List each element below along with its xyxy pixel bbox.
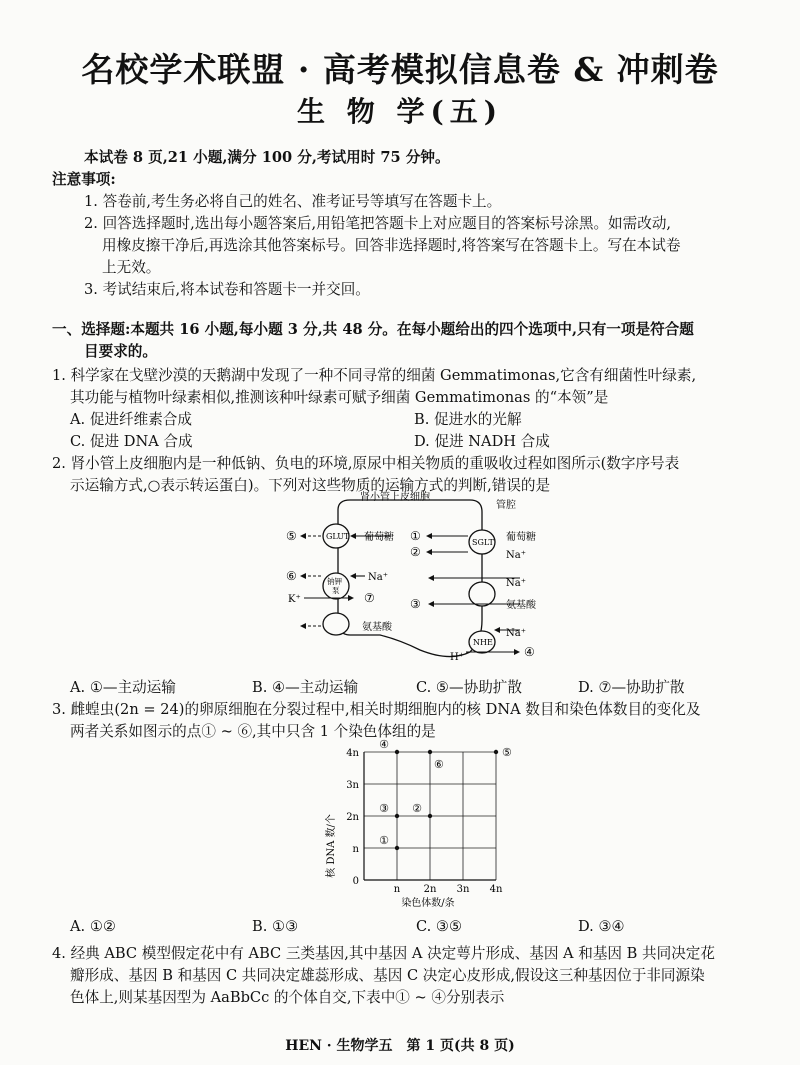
data-point-label: ⑥ xyxy=(434,758,444,771)
y-tick-label: n xyxy=(352,844,359,855)
na-label: Na⁺ xyxy=(368,572,388,583)
amino-acid-transporter-left xyxy=(323,613,349,635)
na-label: Na⁺ xyxy=(506,578,526,589)
label-5: ⑤ xyxy=(286,529,297,543)
y-tick-label: 2n xyxy=(346,812,359,823)
exam-intro: 本试卷 8 页,21 小题,满分 100 分,考试用时 75 分钟。 xyxy=(84,149,450,166)
label-2: ② xyxy=(410,545,421,559)
q1-option-d: D. 促进 NADH 合成 xyxy=(414,433,550,450)
k-label: K⁺ xyxy=(288,594,301,605)
data-point xyxy=(428,814,432,818)
sglt-label: SGLT xyxy=(472,538,494,547)
h-label: H⁺ xyxy=(450,652,464,663)
label-4: ④ xyxy=(524,645,535,659)
na-label: Na⁺ xyxy=(506,550,526,561)
data-point xyxy=(494,750,498,754)
glucose-label: 葡萄糖 xyxy=(506,532,536,543)
note-line: 1. 答卷前,考生务必将自己的姓名、准考证号等填写在答题卡上。 xyxy=(84,193,502,210)
question-2-text: 示运输方式,○表示转运蛋白)。下列对这些物质的运输方式的判断,错误的是 xyxy=(70,477,551,494)
q3-option-c: C. ③⑤ xyxy=(416,918,463,935)
amino-label: 氨基酸 xyxy=(506,600,536,611)
kidney-transport-diagram xyxy=(270,490,560,670)
note-line: 用橡皮擦干净后,再选涂其他答案标号。回答非选择题时,将答案写在答题卡上。写在本试卷 xyxy=(102,237,681,254)
q1-option-c: C. 促进 DNA 合成 xyxy=(70,433,193,450)
label-1: ① xyxy=(410,529,421,543)
data-point-label: ① xyxy=(379,834,389,847)
q3-option-a: A. ①② xyxy=(70,918,116,935)
note-line: 3. 考试结束后,将本试卷和答题卡一并交回。 xyxy=(84,281,370,298)
question-2-text: 2. 肾小管上皮细胞内是一种低钠、负电的环境,原尿中相关物质的重吸收过程如图所示(数字序号表 xyxy=(52,455,680,472)
label-7: ⑦ xyxy=(364,591,375,605)
q1-option-a: A. 促进纤维素合成 xyxy=(70,411,192,428)
x-tick-label: 3n xyxy=(456,884,470,895)
page-subtitle: 生 物 学(五) xyxy=(297,95,503,128)
chart-x-axis-label: 染色体数/条 xyxy=(401,898,455,909)
data-point-label: ④ xyxy=(379,738,389,751)
question-1-text: 1. 科学家在戈壁沙漠的天鹅湖中发现了一种不同寻常的细菌 Gemmatimonas,它含有细菌性叶绿素, xyxy=(52,367,697,384)
data-point xyxy=(395,750,399,754)
pump-label: 泵 xyxy=(332,586,340,595)
data-point-label: ③ xyxy=(379,802,389,815)
q2-option-c: C. ⑤—协助扩散 xyxy=(416,679,522,696)
question-3-text: 两者关系如图示的点① ~ ⑥,其中只含 1 个染色体组的是 xyxy=(70,723,436,740)
nhe-label: NHE xyxy=(473,638,493,647)
x-tick-label: n xyxy=(393,884,401,895)
note-line: 2. 回答选择题时,选出每小题答案后,用铅笔把答题卡上对应题目的答案标号涂黑。如需改动, xyxy=(84,215,672,232)
note-line: 上无效。 xyxy=(102,259,161,276)
label-6: ⑥ xyxy=(286,569,297,583)
section-heading: 一、选择题:本题共 16 小题,每小题 3 分,共 48 分。在每小题给出的四个选项中,只有一项是符合题 xyxy=(52,321,694,338)
x-tick-label: 4n xyxy=(489,884,503,895)
data-point xyxy=(395,814,399,818)
y-tick-label: 0 xyxy=(352,876,359,887)
cell-label: 肾小管上皮细胞 xyxy=(360,492,430,503)
q2-option-d: D. ⑦—协助扩散 xyxy=(578,679,685,696)
question-3-text: 3. 雌蝗虫(2n = 24)的卵原细胞在分裂过程中,相关时期细胞内的核 DNA 数目和染色体数目的变化及 xyxy=(52,701,701,718)
page-footer: HEN · 生物学五 第 1 页(共 8 页) xyxy=(285,1038,515,1054)
question-1-text: 其功能与植物叶绿素相似,推测该种叶绿素可赋予细菌 Gemmatimonas 的“本领”是 xyxy=(70,389,609,406)
section-heading: 目要求的。 xyxy=(84,343,157,360)
question-4-text: 4. 经典 ABC 模型假定花中有 ABC 三类基因,其中基因 A 决定萼片形成、基因 A 和基因 B 共同决定花 xyxy=(52,945,715,962)
data-point xyxy=(428,750,432,754)
data-point-label: ② xyxy=(412,802,422,815)
label-3: ③ xyxy=(410,597,421,611)
na-label: Na⁺ xyxy=(506,628,526,639)
pump-label: 钠钾 xyxy=(327,577,342,586)
y-tick-label: 4n xyxy=(346,748,359,759)
q3-option-d: D. ③④ xyxy=(578,918,625,935)
glut-label: GLUT xyxy=(326,532,350,541)
q2-option-b: B. ④—主动运输 xyxy=(252,679,359,696)
glucose-label: 葡萄糖 xyxy=(364,532,394,543)
y-tick-label: 3n xyxy=(346,780,359,791)
data-point xyxy=(395,846,399,850)
lumen-label: 管腔 xyxy=(496,500,516,511)
x-tick-label: 2n xyxy=(423,884,437,895)
amino-label: 氨基酸 xyxy=(362,622,392,633)
data-point-label: ⑤ xyxy=(502,746,512,759)
q1-option-b: B. 促进水的光解 xyxy=(414,411,522,428)
dna-chromosome-chart xyxy=(320,738,520,910)
question-4-text: 瓣形成、基因 B 和基因 C 共同决定雄蕊形成、基因 C 决定心皮形成,假设这三种基因位于非同源染 xyxy=(70,967,705,984)
question-4-text: 色体上,则某基因型为 AaBbCc 的个体自交,下表中① ~ ④分别表示 xyxy=(70,989,505,1006)
notes-heading: 注意事项: xyxy=(52,171,116,188)
q3-option-b: B. ①③ xyxy=(252,918,299,935)
page-title: 名校学术联盟 · 高考模拟信息卷 & 冲刺卷 xyxy=(81,50,719,89)
chart-y-axis-label: 核 DNA 数/个 xyxy=(326,814,337,878)
q2-option-a: A. ①—主动运输 xyxy=(70,679,176,696)
amino-acid-transporter-right xyxy=(469,582,495,606)
